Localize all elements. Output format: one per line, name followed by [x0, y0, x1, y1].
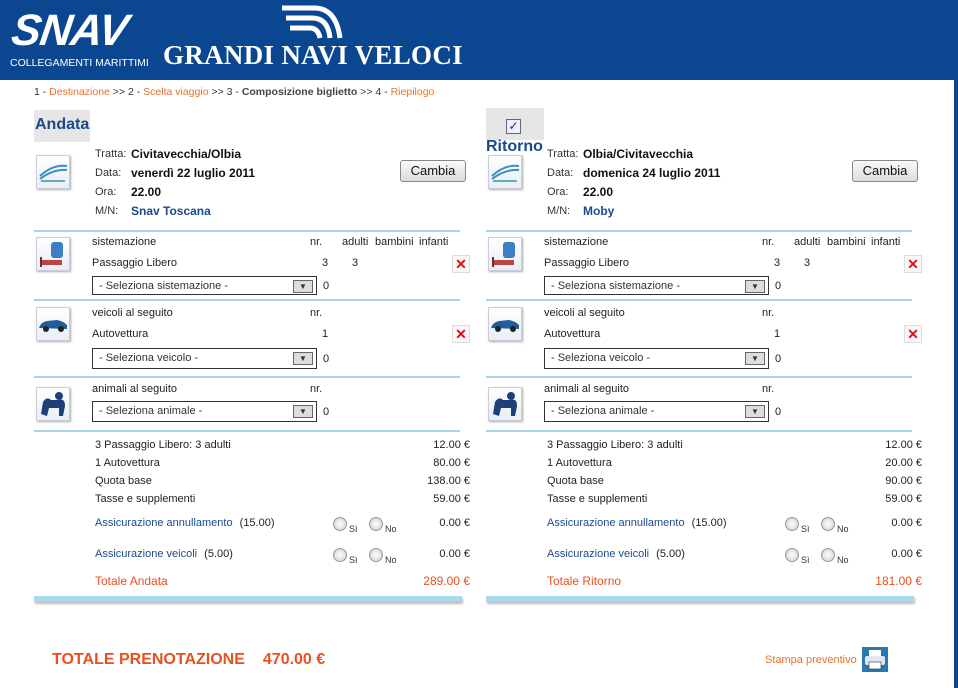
pet-icon	[36, 387, 70, 421]
select-value: - Seleziona animale -	[551, 405, 655, 417]
step-number: >> 2 -	[109, 86, 144, 98]
value-tratta: Olbia/Civitavecchia	[583, 147, 694, 161]
col-bambini: bambini	[827, 236, 866, 248]
grand-total-label: TOTALE PRENOTAZIONE	[52, 651, 245, 668]
return-checkbox[interactable]: ✓	[506, 119, 521, 134]
col-nr: nr.	[310, 307, 323, 319]
divider	[486, 230, 912, 232]
summary-amount: 138.00 €	[427, 475, 470, 487]
radio-label-no: No	[385, 524, 397, 534]
divider	[34, 430, 460, 432]
value-ora: 22.00	[583, 185, 614, 199]
label-tratta: Tratta:	[547, 148, 579, 160]
col-adulti: adulti	[794, 236, 821, 248]
insurance-amount: 0.00 €	[891, 548, 922, 560]
veicolo-nr: 1	[774, 328, 781, 340]
section-label-veicoli: veicoli al seguito	[544, 307, 625, 319]
col-nr: nr.	[762, 307, 775, 319]
remove-veicolo-button[interactable]: ✕	[452, 325, 470, 343]
chevron-down-icon: ▼	[293, 280, 313, 293]
col-nr: nr.	[762, 236, 775, 248]
chevron-down-icon: ▼	[745, 405, 765, 418]
animale-count: 0	[775, 406, 782, 418]
ship-icon	[488, 155, 522, 189]
insurance-link[interactable]: Assicurazione annullamento	[547, 517, 685, 529]
seat-bed-icon	[36, 237, 70, 271]
insurance-link[interactable]: Assicurazione veicoli	[547, 548, 650, 560]
col-nr: nr.	[762, 383, 775, 395]
divider	[34, 230, 460, 232]
grand-total-value: 470.00 €	[262, 651, 326, 668]
select-value: - Seleziona animale -	[99, 405, 203, 417]
grand-total	[52, 651, 325, 669]
gnv-logo: GRANDI NAVI VELOCI	[163, 40, 463, 70]
chevron-down-icon: ▼	[745, 352, 765, 365]
leg-total-label: Totale Andata	[95, 574, 168, 588]
value-data: venerdì 22 luglio 2011	[131, 166, 256, 180]
divider	[34, 376, 460, 378]
select-value: - Seleziona sistemazione -	[551, 280, 681, 292]
summary-label: Tasse e supplementi	[95, 493, 196, 505]
summary-label: Tasse e supplementi	[547, 493, 648, 505]
insurance-amount: 0.00 €	[439, 517, 470, 529]
radio-label-si: Sì	[349, 555, 358, 565]
value-data: domenica 24 luglio 2011	[583, 166, 721, 180]
col-nr: nr.	[310, 383, 323, 395]
sistemazione-name: Passaggio Libero	[544, 257, 630, 269]
change-trip-button[interactable]: Cambia	[400, 160, 466, 182]
right-border	[954, 80, 958, 688]
insurance-price: (5.00)	[656, 548, 685, 560]
summary-label: 3 Passaggio Libero: 3 adulti	[95, 439, 231, 451]
label-ora: Ora:	[547, 186, 569, 198]
label-ora: Ora:	[95, 186, 117, 198]
printer-icon[interactable]	[862, 647, 888, 672]
select-value: - Seleziona veicolo -	[551, 352, 651, 364]
leg-title: Andata	[35, 116, 90, 133]
col-adulti: adulti	[342, 236, 369, 248]
step-number: >> 3 -	[208, 86, 242, 98]
remove-sistemazione-button[interactable]: ✕	[452, 255, 470, 273]
insurance-yes-radio[interactable]	[333, 517, 347, 531]
chevron-down-icon: ▼	[293, 405, 313, 418]
veicolo-count: 0	[775, 353, 782, 365]
breadcrumb-destinazione[interactable]: Destinazione	[49, 86, 110, 98]
col-infanti: infanti	[419, 236, 449, 248]
sistemazione-select[interactable]	[92, 276, 317, 295]
breadcrumb-scelta-viaggio[interactable]: Scelta viaggio	[143, 86, 209, 98]
label-data: Data:	[547, 167, 574, 179]
seat-bed-icon	[488, 237, 522, 271]
car-icon	[36, 307, 70, 341]
insurance-yes-radio[interactable]	[785, 548, 799, 562]
panel-bottom-bar	[34, 596, 462, 602]
radio-label-si: Sì	[801, 555, 810, 565]
summary-amount: 12.00 €	[433, 439, 470, 451]
breadcrumb-composizione-current: Composizione biglietto	[241, 86, 358, 98]
label-mn: M/N:	[95, 205, 119, 217]
select-value: - Seleziona sistemazione -	[99, 280, 229, 292]
snav-logo: SNAV	[8, 6, 131, 55]
insurance-yes-radio[interactable]	[333, 548, 347, 562]
radio-label-no: No	[837, 555, 849, 565]
section-label-sistemazione: sistemazione	[92, 236, 157, 248]
sistemazione-nr: 3	[322, 257, 329, 269]
value-ora: 22.00	[131, 185, 162, 199]
value-mn: Snav Toscana	[131, 204, 211, 218]
animale-select[interactable]	[92, 401, 317, 422]
sistemazione-count: 0	[775, 280, 782, 292]
radio-label-no: No	[837, 524, 849, 534]
sistemazione-name: Passaggio Libero	[92, 257, 178, 269]
sistemazione-adulti: 3	[352, 257, 359, 269]
veicolo-select[interactable]	[92, 348, 317, 369]
summary-amount: 80.00 €	[433, 457, 470, 469]
ship-icon	[36, 155, 70, 189]
insurance-row	[547, 548, 685, 560]
divider	[34, 299, 460, 301]
summary-label: 3 Passaggio Libero: 3 adulti	[547, 439, 683, 451]
insurance-row	[95, 548, 233, 560]
summary-amount: 12.00 €	[885, 439, 922, 451]
pet-icon	[488, 387, 522, 421]
label-mn: M/N:	[547, 205, 571, 217]
veicolo-count: 0	[323, 353, 330, 365]
summary-amount: 59.00 €	[885, 493, 922, 505]
car-icon	[488, 307, 522, 341]
radio-label-si: Sì	[349, 524, 358, 534]
label-tratta: Tratta:	[95, 148, 127, 160]
section-label-veicoli: veicoli al seguito	[92, 307, 173, 319]
summary-amount: 59.00 €	[433, 493, 470, 505]
andata-panel	[34, 0, 474, 620]
value-tratta: Civitavecchia/Olbia	[131, 147, 242, 161]
leg-total-value: 289.00 €	[423, 574, 470, 588]
print-quote-link[interactable]: Stampa preventivo	[765, 654, 857, 666]
sistemazione-nr: 3	[774, 257, 781, 269]
leg-title: Ritorno	[486, 138, 543, 155]
animale-count: 0	[323, 406, 330, 418]
summary-amount: 90.00 €	[885, 475, 922, 487]
leg-total-value: 181.00 €	[875, 574, 922, 588]
insurance-link[interactable]: Assicurazione veicoli	[95, 548, 198, 560]
section-label-animali: animali al seguito	[92, 383, 177, 395]
sistemazione-select[interactable]	[544, 276, 769, 295]
insurance-yes-radio[interactable]	[785, 517, 799, 531]
radio-label-no: No	[385, 555, 397, 565]
breadcrumb-riepilogo[interactable]: Riepilogo	[390, 86, 435, 98]
sistemazione-count: 0	[323, 280, 330, 292]
veicolo-select[interactable]	[544, 348, 769, 369]
select-value: - Seleziona veicolo -	[99, 352, 199, 364]
insurance-price: (15.00)	[691, 517, 727, 529]
chevron-down-icon: ▼	[293, 352, 313, 365]
sistemazione-adulti: 3	[804, 257, 811, 269]
veicolo-nr: 1	[322, 328, 329, 340]
label-data: Data:	[95, 167, 122, 179]
value-mn: Moby	[583, 204, 615, 218]
veicolo-name: Autovettura	[544, 328, 601, 340]
panel-bottom-bar	[486, 596, 914, 602]
ritorno-panel	[486, 0, 926, 620]
summary-label: 1 Autovettura	[547, 457, 612, 469]
remove-sistemazione-button[interactable]: ✕	[904, 255, 922, 273]
chevron-down-icon: ▼	[745, 280, 765, 293]
divider	[486, 376, 912, 378]
leg-total-label: Totale Ritorno	[547, 574, 622, 588]
col-infanti: infanti	[871, 236, 901, 248]
divider	[486, 430, 912, 432]
divider	[486, 299, 912, 301]
insurance-link[interactable]: Assicurazione annullamento	[95, 517, 233, 529]
step-number: >> 4 -	[357, 86, 391, 98]
snav-logo-subtitle: COLLEGAMENTI MARITTIMI	[10, 57, 149, 69]
insurance-amount: 0.00 €	[891, 517, 922, 529]
remove-veicolo-button[interactable]: ✕	[904, 325, 922, 343]
animale-select[interactable]	[544, 401, 769, 422]
veicolo-name: Autovettura	[92, 328, 149, 340]
step-number: 1 -	[34, 86, 50, 98]
insurance-row	[547, 517, 727, 529]
summary-amount: 20.00 €	[885, 457, 922, 469]
col-nr: nr.	[310, 236, 323, 248]
insurance-amount: 0.00 €	[439, 548, 470, 560]
summary-label: Quota base	[547, 475, 604, 487]
summary-label: Quota base	[95, 475, 152, 487]
radio-label-si: Sì	[801, 524, 810, 534]
section-label-sistemazione: sistemazione	[544, 236, 609, 248]
insurance-row	[95, 517, 275, 529]
summary-label: 1 Autovettura	[95, 457, 160, 469]
insurance-price: (15.00)	[239, 517, 275, 529]
section-label-animali: animali al seguito	[544, 383, 629, 395]
change-trip-button[interactable]: Cambia	[852, 160, 918, 182]
insurance-price: (5.00)	[204, 548, 233, 560]
col-bambini: bambini	[375, 236, 414, 248]
